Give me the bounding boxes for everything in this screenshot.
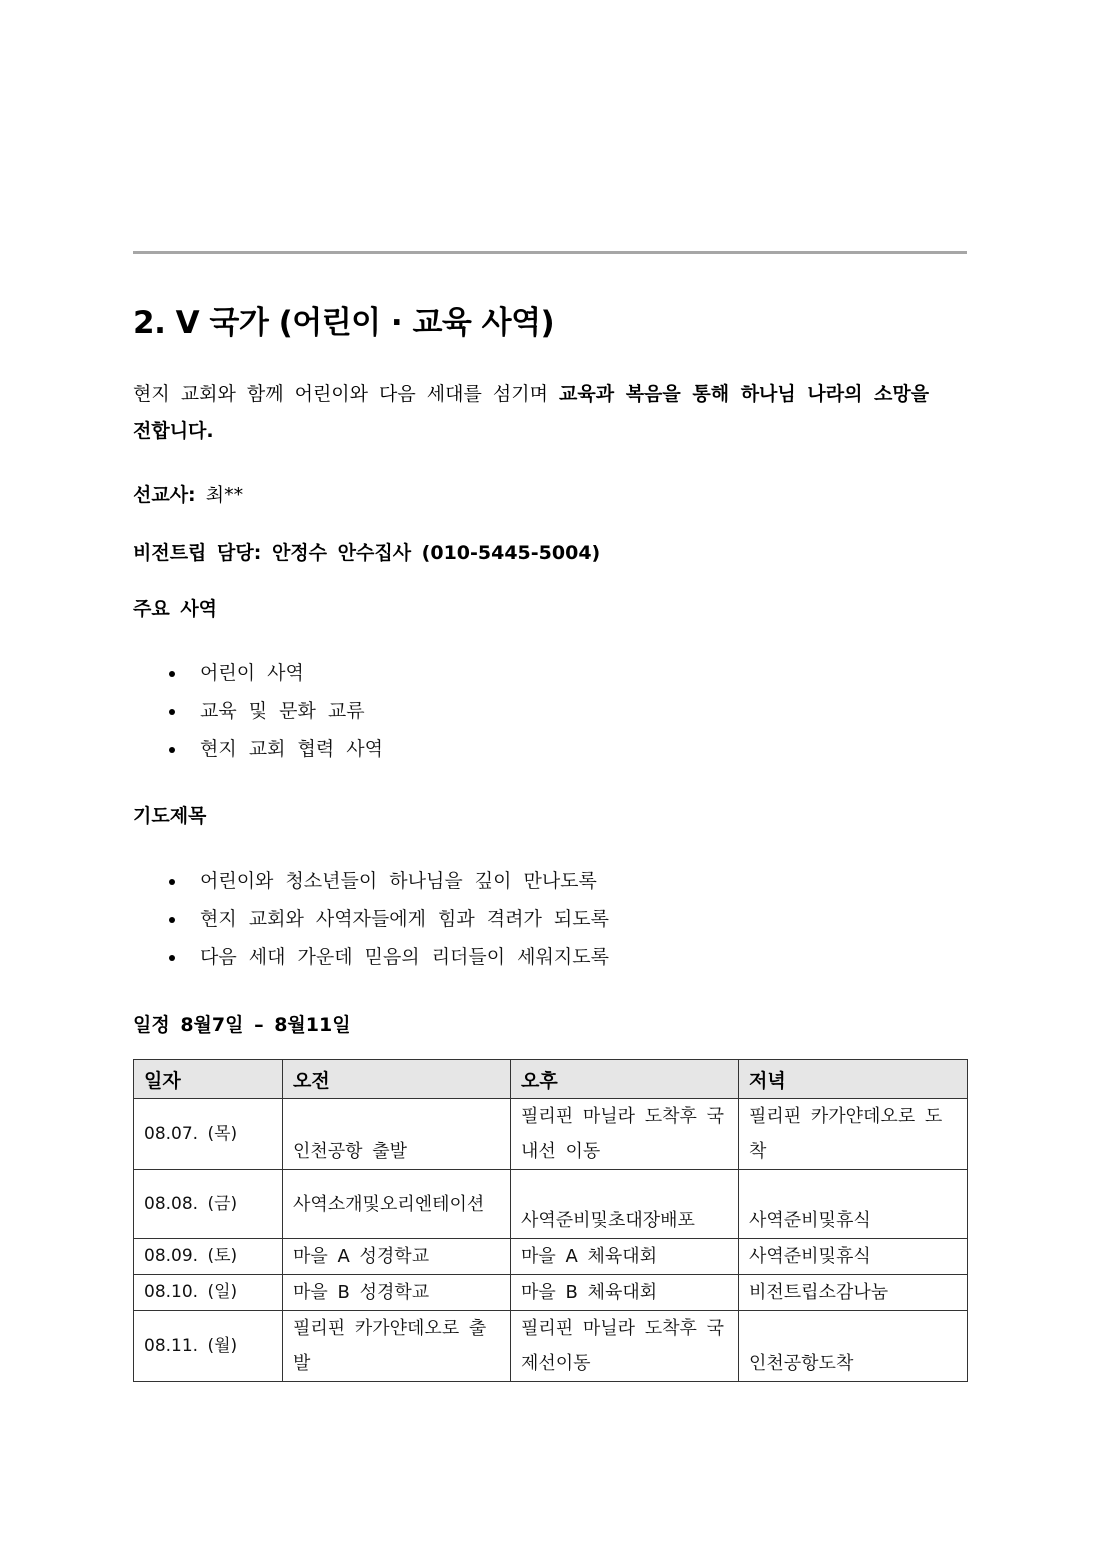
- missionary-value: 최**: [195, 484, 244, 506]
- table-row: [134, 1275, 968, 1311]
- bullet-icon: [169, 955, 175, 961]
- cell-evening: 사역준비및휴식: [739, 1239, 968, 1275]
- intro-bold-text: 교육과 복음을 통해 하나님 나라의 소망을 전합니다.: [133, 383, 930, 442]
- list-item: [133, 654, 383, 692]
- list-item-text: 어린이 사역: [200, 662, 304, 684]
- list-item: [133, 862, 609, 900]
- prayer-heading: 기도제목: [133, 805, 207, 827]
- cell-date: 08.09. (토): [134, 1239, 283, 1275]
- main-ministries-list: [133, 654, 383, 768]
- horizontal-divider: [133, 251, 967, 254]
- cell-evening: 비전트립소감나눔: [739, 1275, 968, 1311]
- cell-evening: 인천공항도착: [739, 1311, 968, 1382]
- cell-morning: 마을 A 성경학교: [283, 1239, 511, 1275]
- missionary-label: 선교사:: [133, 484, 196, 506]
- bullet-icon: [169, 671, 175, 677]
- table-row: [134, 1311, 968, 1382]
- list-item-text: 교육 및 문화 교류: [200, 700, 365, 722]
- bullet-icon: [169, 917, 175, 923]
- missionary-line: [133, 480, 243, 507]
- table-row: [134, 1170, 968, 1239]
- list-item-text: 다음 세대 가운데 믿음의 리더들이 세워지도록: [200, 946, 609, 968]
- column-header-date: 일자: [134, 1060, 283, 1099]
- contact-line: 비전트립 담당: 안정수 안수집사 (010-5445-5004): [133, 542, 601, 564]
- list-item-text: 현지 교회 협력 사역: [200, 738, 383, 760]
- list-item-text: 현지 교회와 사역자들에게 힘과 격려가 되도록: [200, 908, 609, 930]
- table-row: [134, 1099, 968, 1170]
- cell-morning: 인천공항 출발: [283, 1099, 511, 1170]
- table-row: [134, 1239, 968, 1275]
- list-item: [133, 692, 383, 730]
- cell-evening: 사역준비및휴식: [739, 1170, 968, 1239]
- table-header-row: [134, 1060, 968, 1099]
- main-ministries-heading: 주요 사역: [133, 598, 218, 620]
- bullet-icon: [169, 747, 175, 753]
- cell-date: 08.11. (월): [134, 1311, 283, 1382]
- cell-morning: 마을 B 성경학교: [283, 1275, 511, 1311]
- intro-regular-text: 현지 교회와 함께 어린이와 다음 세대를 섬기며: [133, 383, 560, 405]
- cell-afternoon: 필리핀 마닐라 도착후 국내선 이동: [511, 1099, 739, 1170]
- cell-date: 08.10. (일): [134, 1275, 283, 1311]
- list-item: [133, 730, 383, 768]
- list-item: [133, 938, 609, 976]
- intro-paragraph: [133, 376, 933, 450]
- prayer-list: [133, 862, 609, 976]
- cell-date: 08.07. (목): [134, 1099, 283, 1170]
- list-item-text: 어린이와 청소년들이 하나님을 깊이 만나도록: [200, 870, 597, 892]
- cell-morning: 필리핀 카가얀데오로 출발: [283, 1311, 511, 1382]
- column-header-morning: 오전: [283, 1060, 511, 1099]
- column-header-afternoon: 오후: [511, 1060, 739, 1099]
- section-title: 2. V 국가 (어린이 · 교육 사역): [133, 305, 555, 341]
- cell-afternoon: 마을 B 체육대회: [511, 1275, 739, 1311]
- schedule-heading: 일정 8월7일 – 8월11일: [133, 1014, 351, 1036]
- cell-afternoon: 마을 A 체육대회: [511, 1239, 739, 1275]
- cell-afternoon: 사역준비및초대장배포: [511, 1170, 739, 1239]
- schedule-table: [133, 1059, 968, 1382]
- column-header-evening: 저녁: [739, 1060, 968, 1099]
- cell-morning: 사역소개및오리엔테이션: [283, 1170, 511, 1239]
- cell-date: 08.08. (금): [134, 1170, 283, 1239]
- cell-evening: 필리핀 카가얀데오로 도착: [739, 1099, 968, 1170]
- bullet-icon: [169, 709, 175, 715]
- cell-afternoon: 필리핀 마닐라 도착후 국제선이동: [511, 1311, 739, 1382]
- list-item: [133, 900, 609, 938]
- bullet-icon: [169, 879, 175, 885]
